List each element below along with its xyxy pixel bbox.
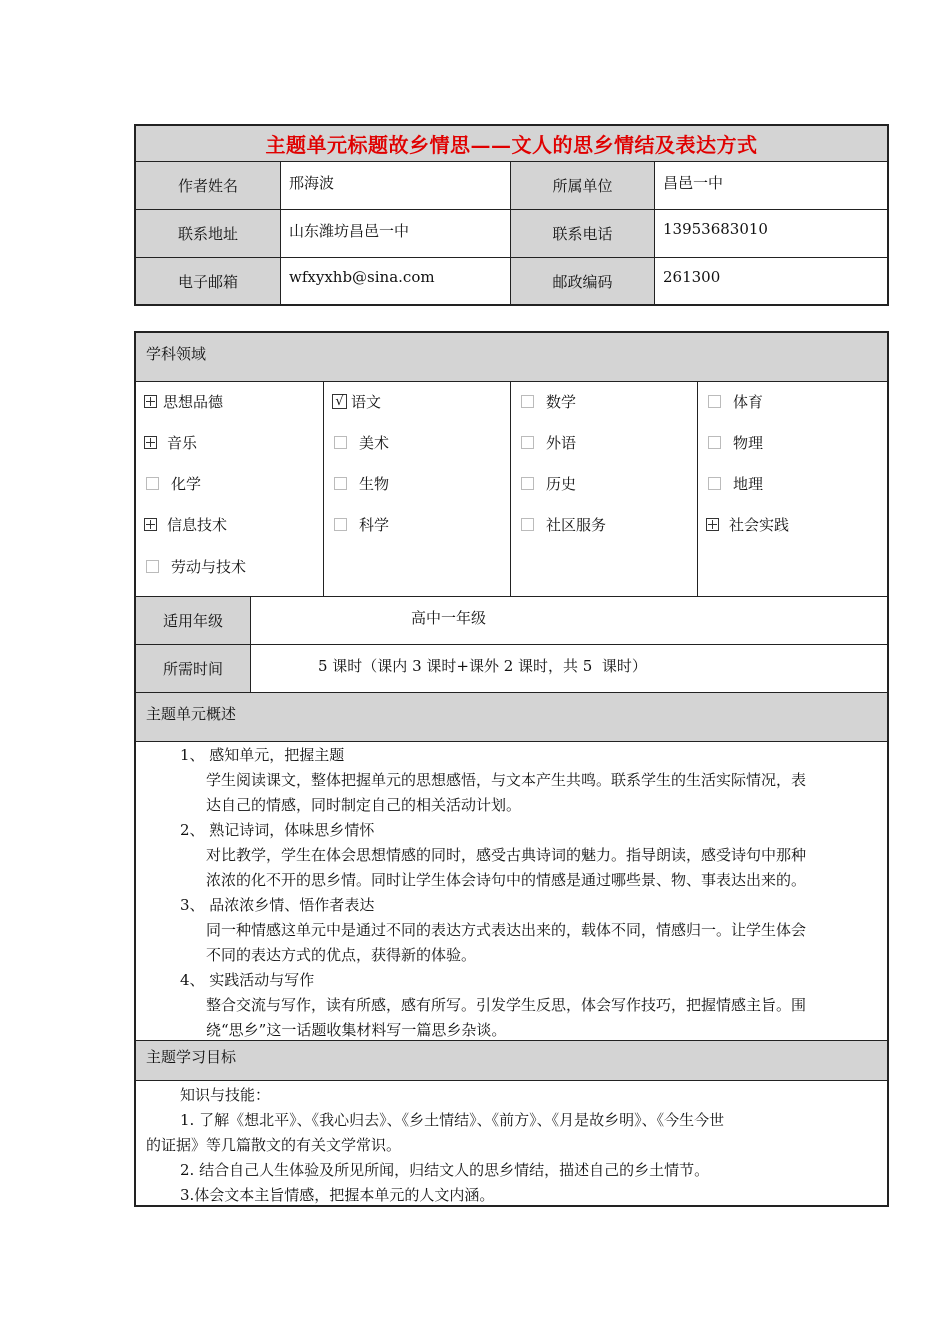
goal-text: 1. 了解《想北平》、《我心归去》、《乡土情结》、《前方》、《月是故乡明》、《今生今世 [180, 1111, 725, 1129]
overview-item-text: 达自己的情感，同时制定自己的相关活动计划。 [206, 796, 522, 814]
subject-option[interactable] [334, 473, 389, 494]
subject-option[interactable] [708, 391, 763, 412]
subject-label: 信息技术 [167, 516, 228, 534]
checkbox-icon [708, 436, 721, 449]
unit-title-row [136, 126, 887, 161]
checkbox-icon [521, 436, 534, 449]
overview-item-text: 浓浓的化不开的思乡情。同时让学生体会诗句中的情感是通过哪些景、物、事表达出来的。 [206, 871, 807, 889]
checkbox-icon [521, 395, 534, 408]
subject-option[interactable] [144, 514, 227, 535]
checkmark-icon: √ [332, 394, 347, 409]
subject-label: 历史 [546, 475, 577, 493]
subject-option[interactable] [521, 514, 606, 535]
subject-option[interactable] [521, 473, 576, 494]
info-table [134, 124, 889, 306]
subject-label: 生物 [359, 475, 390, 493]
checkbox-icon [708, 477, 721, 490]
subject-option[interactable] [144, 391, 223, 412]
subject-label: 语文 [351, 393, 382, 411]
unit-plan-table [134, 331, 889, 1207]
info-label: 作者姓名 [136, 162, 280, 209]
subject-label: 物理 [733, 434, 764, 452]
info-row [136, 161, 887, 209]
grade-value: 高中一年级 [250, 597, 887, 644]
info-value: 13953683010 [654, 210, 887, 257]
info-row [136, 257, 887, 304]
subject-label: 美术 [359, 434, 390, 452]
overview-item-title: 4、 实践活动与写作 [180, 971, 315, 989]
overview-title: 主题单元概述 [146, 705, 237, 723]
overview-item-text: 不同的表达方式的优点，获得新的体验。 [206, 946, 477, 964]
overview-item-title: 3、 品浓浓乡情、悟作者表达 [180, 896, 375, 914]
info-label: 电子邮箱 [136, 258, 280, 304]
subject-option[interactable] [521, 432, 576, 453]
subject-option[interactable] [146, 473, 201, 494]
overview-list [146, 743, 877, 1043]
subject-option[interactable] [332, 391, 381, 412]
goals-list [146, 1083, 877, 1208]
checkbox-icon [146, 560, 159, 573]
time-value: 5 课时（课内 3 课时+课外 2 课时，共 5 课时） [250, 645, 887, 692]
checkbox-icon [708, 395, 721, 408]
info-value: 昌邑一中 [654, 162, 887, 209]
subject-label: 体育 [733, 393, 764, 411]
overview-header [136, 692, 887, 741]
subject-area-title: 学科领域 [146, 345, 207, 363]
subject-label: 音乐 [167, 434, 198, 452]
info-label: 邮政编码 [510, 258, 654, 304]
goals-title: 主题学习目标 [146, 1048, 237, 1066]
subject-label: 地理 [733, 475, 764, 493]
goal-text: 的证据》等几篇散文的有关文学常识。 [146, 1136, 402, 1154]
overview-item-text: 对比教学，学生在体会思想情感的同时，感受古典诗词的魅力。指导朗读，感受诗句中那种 [206, 846, 807, 864]
subject-option[interactable] [708, 473, 763, 494]
overview-item-text: 绕“思乡”这一话题收集材料写一篇思乡杂谈。 [206, 1021, 507, 1039]
unit-title: 主题单元标题故乡情思——文人的思乡情结及表达方式 [265, 133, 758, 157]
subject-grid [136, 381, 887, 596]
subject-label: 外语 [546, 434, 577, 452]
subject-option[interactable] [706, 514, 789, 535]
subject-option[interactable] [146, 556, 246, 577]
overview-item-text: 整合交流与写作，读有所感，感有所写。引发学生反思，体会写作技巧，把握情感主旨。围 [206, 996, 807, 1014]
subject-label: 社会实践 [729, 516, 790, 534]
goals-body [136, 1080, 887, 1205]
info-value: 邢海波 [280, 162, 510, 209]
subject-label: 数学 [546, 393, 577, 411]
info-label: 联系电话 [510, 210, 654, 257]
subject-label: 劳动与技术 [171, 558, 247, 576]
plus-box-icon [706, 518, 719, 531]
goals-header [136, 1040, 887, 1080]
overview-item-title: 2、 熟记诗词，体味思乡情怀 [180, 821, 375, 839]
time-row [136, 644, 887, 692]
subject-option[interactable] [708, 432, 763, 453]
goal-text: 3.体会文本主旨情感，把握本单元的人文内涵。 [180, 1186, 495, 1204]
subject-option[interactable] [334, 432, 389, 453]
subject-column [697, 382, 887, 596]
checkbox-icon [334, 477, 347, 490]
subject-label: 科学 [359, 516, 390, 534]
checkbox-icon [146, 477, 159, 490]
grade-row [136, 596, 887, 644]
subject-option[interactable] [144, 432, 197, 453]
checkbox-icon [334, 436, 347, 449]
plus-box-icon [144, 395, 157, 408]
goal-text: 2. 结合自己人生体验及所见所闻，归结文人的思乡情结，描述自己的乡土情节。 [180, 1161, 710, 1179]
checkbox-icon [521, 477, 534, 490]
overview-item-text: 同一种情感这单元中是通过不同的表达方式表达出来的，载体不同，情感归一。让学生体会 [206, 921, 807, 939]
info-value: 山东潍坊昌邑一中 [280, 210, 510, 257]
subject-column [136, 382, 323, 596]
subject-label: 思想品德 [163, 393, 224, 411]
subject-option[interactable] [521, 391, 576, 412]
subject-area-header [136, 333, 887, 381]
subject-column [510, 382, 697, 596]
plus-box-icon [144, 436, 157, 449]
subject-label: 社区服务 [546, 516, 607, 534]
overview-body [136, 741, 887, 1040]
info-row [136, 209, 887, 257]
subject-column [323, 382, 510, 596]
checkbox-icon [521, 518, 534, 531]
goals-subheader: 知识与技能： [180, 1086, 271, 1104]
info-value: wfxyxhb@sina.com [280, 258, 510, 304]
overview-item-title: 1、 感知单元，把握主题 [180, 746, 345, 764]
info-label: 所属单位 [510, 162, 654, 209]
plus-box-icon [144, 518, 157, 531]
time-label: 所需时间 [136, 645, 250, 692]
subject-label: 化学 [171, 475, 202, 493]
grade-label: 适用年级 [136, 597, 250, 644]
overview-item-text: 学生阅读课文，整体把握单元的思想感悟，与文本产生共鸣。联系学生的生活实际情况，表 [206, 771, 807, 789]
info-label: 联系地址 [136, 210, 280, 257]
subject-option[interactable] [334, 514, 389, 535]
info-value: 261300 [654, 258, 887, 304]
checkbox-icon [334, 518, 347, 531]
